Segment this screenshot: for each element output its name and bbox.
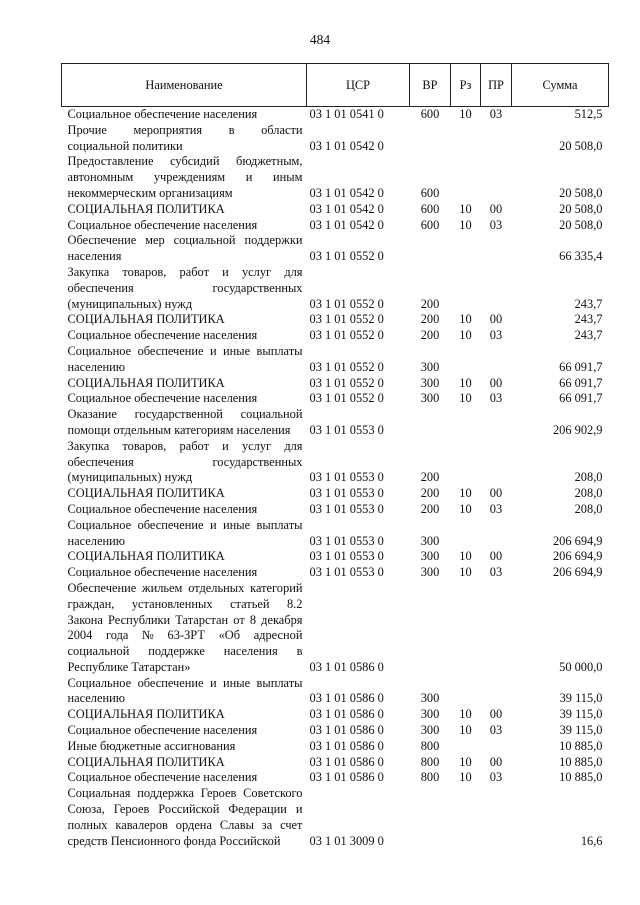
row-sum: 10 885,0 [559, 738, 603, 753]
row-name-line: социальной политики [67, 138, 183, 153]
header-vr: ВР [410, 64, 451, 107]
row-pr: 00 [489, 201, 503, 216]
row-csr: 03 1 01 0552 0 [309, 391, 384, 406]
row-name-line: Обеспечение мер социальной поддержки [67, 233, 303, 248]
table-row [62, 439, 609, 486]
table-row [62, 265, 609, 312]
row-name [62, 407, 307, 439]
row-name-line: СОЦИАЛЬНАЯ ПОЛИТИКА [67, 707, 225, 722]
row-csr: 03 1 01 0553 0 [309, 565, 384, 580]
row-pr: 00 [489, 754, 503, 769]
row-name-line: Социальное обеспечение и иные выплаты [67, 675, 303, 690]
row-csr: 03 1 01 0552 0 [309, 249, 384, 264]
table-row [62, 581, 609, 676]
row-pr [481, 676, 512, 708]
row-csr: 03 1 01 3009 0 [309, 833, 384, 848]
row-vr: 800 [420, 754, 440, 769]
row-name-line: Социальное обеспечение населения [67, 565, 258, 580]
table-row [62, 676, 609, 708]
row-pr [481, 123, 512, 155]
row-rz [451, 676, 481, 708]
row-name-line: Социальное обеспечение населения [67, 391, 258, 406]
row-vr: 300 [420, 565, 440, 580]
row-sum: 50 000,0 [559, 659, 603, 674]
row-sum: 206 694,9 [552, 533, 603, 548]
page-number: 484 [309, 32, 331, 47]
row-rz: 10 [459, 391, 472, 406]
row-csr: 03 1 01 0541 0 [309, 107, 384, 121]
table-row [62, 202, 609, 218]
row-name [62, 739, 307, 755]
row-name-line: Социальное обеспечение и иные выплаты [67, 517, 303, 532]
row-name [62, 328, 307, 344]
row-csr: 03 1 01 0553 0 [309, 422, 384, 437]
row-sum: 208,0 [574, 470, 603, 485]
row-name-line: Закона Республики Татарстан от 8 декабря [67, 612, 303, 627]
row-name-line: Обеспечение жильем отдельных категорий [67, 580, 303, 595]
row-csr: 03 1 01 0553 0 [309, 470, 384, 485]
row-name [62, 549, 307, 565]
row-pr [481, 786, 512, 849]
row-rz [451, 786, 481, 849]
row-pr: 03 [489, 328, 503, 343]
row-rz [451, 439, 481, 486]
row-name [62, 439, 307, 486]
row-sum: 66 091,7 [559, 391, 603, 406]
row-csr: 03 1 01 0542 0 [309, 201, 384, 216]
row-sum: 208,0 [574, 501, 603, 516]
budget-table [61, 63, 609, 849]
row-pr [481, 518, 512, 550]
table-row [62, 233, 609, 265]
row-vr: 200 [420, 501, 440, 516]
row-csr: 03 1 01 0586 0 [309, 754, 384, 769]
row-sum: 243,7 [574, 328, 603, 343]
row-name-line: 2004 года № 63-ЗРТ «Об адресной [67, 628, 303, 643]
row-name-line: СОЦИАЛЬНАЯ ПОЛИТИКА [67, 201, 225, 216]
row-rz [451, 518, 481, 550]
row-rz [451, 581, 481, 676]
table-header-row [62, 64, 609, 107]
row-vr: 300 [420, 533, 440, 548]
row-rz: 10 [459, 328, 472, 343]
row-sum: 206 902,9 [552, 422, 603, 437]
row-name [62, 391, 307, 407]
row-name [62, 233, 307, 265]
row-name-line: населению [67, 691, 125, 706]
table-row [62, 486, 609, 502]
row-pr: 03 [489, 501, 503, 516]
row-vr: 200 [420, 328, 440, 343]
row-name [62, 486, 307, 502]
row-name-line: Социальная поддержка Героев Советского [67, 786, 303, 801]
row-name-line: Закупка товаров, работ и услуг для [67, 264, 303, 279]
row-vr: 200 [420, 486, 440, 501]
row-name-line: средств Пенсионного фонда Российской [67, 833, 281, 848]
row-name-line: СОЦИАЛЬНАЯ ПОЛИТИКА [67, 549, 225, 564]
row-csr: 03 1 01 0552 0 [309, 296, 384, 311]
row-name-line: Закупка товаров, работ и услуг для [67, 438, 303, 453]
row-vr: 600 [420, 185, 440, 200]
row-vr: 200 [420, 312, 440, 327]
row-pr [481, 581, 512, 676]
row-pr: 00 [489, 707, 503, 722]
row-vr: 300 [420, 723, 440, 738]
row-name-line: некоммерческим организациям [67, 185, 233, 200]
row-sum: 243,7 [574, 312, 603, 327]
row-vr: 600 [420, 107, 440, 121]
row-csr: 03 1 01 0586 0 [309, 707, 384, 722]
row-vr: 300 [420, 707, 440, 722]
row-name [62, 707, 307, 723]
table-row [62, 376, 609, 392]
row-csr: 03 1 01 0542 0 [309, 217, 384, 232]
row-vr: 300 [420, 549, 440, 564]
row-vr: 600 [420, 217, 440, 232]
row-name-line: граждан, установленных статьей 8.2 [67, 596, 303, 611]
row-vr [410, 581, 451, 676]
row-name-line: СОЦИАЛЬНАЯ ПОЛИТИКА [67, 486, 225, 501]
row-rz [451, 407, 481, 439]
row-rz: 10 [459, 201, 472, 216]
row-vr: 300 [420, 359, 440, 374]
table-row [62, 344, 609, 376]
row-vr: 300 [420, 691, 440, 706]
row-rz: 10 [459, 107, 472, 121]
table-row [62, 154, 609, 201]
row-pr: 03 [489, 565, 503, 580]
row-sum: 10 885,0 [559, 754, 603, 769]
row-vr: 600 [420, 201, 440, 216]
row-pr [481, 739, 512, 755]
table-row [62, 328, 609, 344]
row-rz [451, 344, 481, 376]
row-rz: 10 [459, 375, 472, 390]
row-rz [451, 154, 481, 201]
row-sum: 512,5 [574, 107, 603, 121]
row-vr: 300 [420, 391, 440, 406]
row-name [62, 202, 307, 218]
row-sum: 206 694,9 [552, 565, 603, 580]
row-name [62, 312, 307, 328]
row-vr: 800 [420, 738, 440, 753]
row-name-line: Социальное обеспечение населения [67, 217, 258, 232]
row-name [62, 123, 307, 155]
table-row [62, 755, 609, 771]
row-csr: 03 1 01 0542 0 [309, 185, 384, 200]
row-vr: 800 [420, 770, 440, 785]
row-csr: 03 1 01 0553 0 [309, 501, 384, 516]
row-sum: 66 091,7 [559, 359, 603, 374]
row-rz: 10 [459, 549, 472, 564]
row-sum: 66 335,4 [559, 249, 603, 264]
row-rz: 10 [459, 707, 472, 722]
row-vr [410, 786, 451, 849]
row-csr: 03 1 01 0553 0 [309, 549, 384, 564]
row-name-line: Оказание государственной социальной [67, 407, 303, 422]
row-csr: 03 1 01 0553 0 [309, 533, 384, 548]
row-rz: 10 [459, 217, 472, 232]
row-pr: 00 [489, 312, 503, 327]
row-name-line: Социальное обеспечение и иные выплаты [67, 343, 303, 358]
row-csr: 03 1 01 0552 0 [309, 375, 384, 390]
row-csr: 03 1 01 0586 0 [309, 723, 384, 738]
row-name-line: СОЦИАЛЬНАЯ ПОЛИТИКА [67, 754, 225, 769]
row-name-line: автономным учреждениям и иным [67, 170, 303, 185]
table-row [62, 407, 609, 439]
row-name-line: Прочие мероприятия в области [67, 122, 303, 137]
row-sum: 39 115,0 [559, 707, 603, 722]
row-rz [451, 233, 481, 265]
table-row [62, 391, 609, 407]
row-name-line: СОЦИАЛЬНАЯ ПОЛИТИКА [67, 375, 225, 390]
row-rz: 10 [459, 501, 472, 516]
row-sum: 39 115,0 [559, 691, 603, 706]
row-name-line: (муниципальных) нужд [67, 470, 193, 485]
table-row [62, 739, 609, 755]
row-name [62, 344, 307, 376]
row-pr: 03 [489, 391, 503, 406]
row-csr: 03 1 01 0552 0 [309, 359, 384, 374]
row-name-line: Социальное обеспечение населения [67, 723, 258, 738]
table-row [62, 218, 609, 234]
row-rz [451, 739, 481, 755]
row-name-line: помощи отдельным категориям населения [67, 422, 291, 437]
row-name [62, 755, 307, 771]
row-name-line: населения [67, 249, 122, 264]
row-vr: 300 [420, 375, 440, 390]
row-name [62, 107, 307, 123]
row-csr: 03 1 01 0553 0 [309, 486, 384, 501]
row-pr [481, 154, 512, 201]
row-name-line: обеспечения государственных [67, 280, 303, 295]
row-rz: 10 [459, 770, 472, 785]
row-name [62, 154, 307, 201]
row-rz [451, 123, 481, 155]
row-name [62, 265, 307, 312]
row-name-line: СОЦИАЛЬНАЯ ПОЛИТИКА [67, 312, 225, 327]
row-name-line: Предоставление субсидий бюджетным, [67, 154, 303, 169]
row-sum: 39 115,0 [559, 723, 603, 738]
row-vr: 200 [420, 470, 440, 485]
row-name-line: Социальное обеспечение населения [67, 107, 258, 121]
table-row [62, 549, 609, 565]
table-body [62, 107, 609, 850]
row-sum: 20 508,0 [559, 138, 603, 153]
row-sum: 243,7 [574, 296, 603, 311]
header-rz: Рз [451, 64, 481, 107]
row-name-line: Республике Татарстан» [67, 659, 191, 674]
row-pr: 03 [489, 723, 503, 738]
row-name [62, 565, 307, 581]
row-sum: 66 091,7 [559, 375, 603, 390]
table-row [62, 770, 609, 786]
row-name [62, 218, 307, 234]
row-rz: 10 [459, 312, 472, 327]
table-row [62, 707, 609, 723]
row-vr [410, 123, 451, 155]
row-vr: 200 [420, 296, 440, 311]
row-name-line: социальной поддержке населения в [67, 644, 303, 659]
row-pr [481, 265, 512, 312]
row-name-line: полных кавалеров ордена Славы за счет [67, 817, 303, 832]
row-csr: 03 1 01 0586 0 [309, 770, 384, 785]
row-pr: 03 [489, 107, 503, 121]
row-name-line: Социальное обеспечение населения [67, 770, 258, 785]
row-sum: 20 508,0 [559, 185, 603, 200]
row-pr: 03 [489, 217, 503, 232]
row-name-line: Союза, Героев Российской Федерации и [67, 802, 303, 817]
header-pr: ПР [481, 64, 512, 107]
row-name-line: обеспечения государственных [67, 454, 303, 469]
row-pr: 00 [489, 486, 503, 501]
row-rz: 10 [459, 565, 472, 580]
row-sum: 206 694,9 [552, 549, 603, 564]
header-sum: Сумма [512, 64, 609, 107]
row-name [62, 786, 307, 849]
row-name [62, 376, 307, 392]
row-rz: 10 [459, 723, 472, 738]
row-rz: 10 [459, 486, 472, 501]
row-vr [410, 233, 451, 265]
row-name-line: населению [67, 359, 125, 374]
row-vr [410, 407, 451, 439]
table-row [62, 107, 609, 123]
row-sum: 20 508,0 [559, 217, 603, 232]
header-csr: ЦСР [307, 64, 410, 107]
table-row [62, 502, 609, 518]
table-row [62, 312, 609, 328]
row-rz: 10 [459, 754, 472, 769]
row-csr: 03 1 01 0542 0 [309, 138, 384, 153]
header-name: Наименование [62, 64, 307, 107]
row-pr [481, 233, 512, 265]
row-pr [481, 344, 512, 376]
table-row [62, 786, 609, 849]
row-name [62, 581, 307, 676]
table-row [62, 518, 609, 550]
row-name [62, 770, 307, 786]
row-rz [451, 265, 481, 312]
row-pr: 03 [489, 770, 503, 785]
row-csr: 03 1 01 0586 0 [309, 738, 384, 753]
row-sum: 208,0 [574, 486, 603, 501]
row-name [62, 518, 307, 550]
table-row [62, 565, 609, 581]
row-name-line: Иные бюджетные ассигнования [67, 738, 236, 753]
row-pr [481, 407, 512, 439]
table-row [62, 123, 609, 155]
row-name [62, 676, 307, 708]
row-sum: 10 885,0 [559, 770, 603, 785]
row-name-line: Социальное обеспечение населения [67, 328, 258, 343]
row-csr: 03 1 01 0552 0 [309, 328, 384, 343]
row-pr: 00 [489, 375, 503, 390]
row-pr [481, 439, 512, 486]
row-name-line: населению [67, 533, 125, 548]
row-pr: 00 [489, 549, 503, 564]
table-row [62, 723, 609, 739]
row-csr: 03 1 01 0586 0 [309, 691, 384, 706]
row-name-line: Социальное обеспечение населения [67, 501, 258, 516]
row-csr: 03 1 01 0552 0 [309, 312, 384, 327]
row-name [62, 723, 307, 739]
row-csr: 03 1 01 0586 0 [309, 659, 384, 674]
row-name [62, 502, 307, 518]
row-name-line: (муниципальных) нужд [67, 296, 193, 311]
row-sum: 16,6 [580, 833, 603, 848]
row-sum: 20 508,0 [559, 201, 603, 216]
